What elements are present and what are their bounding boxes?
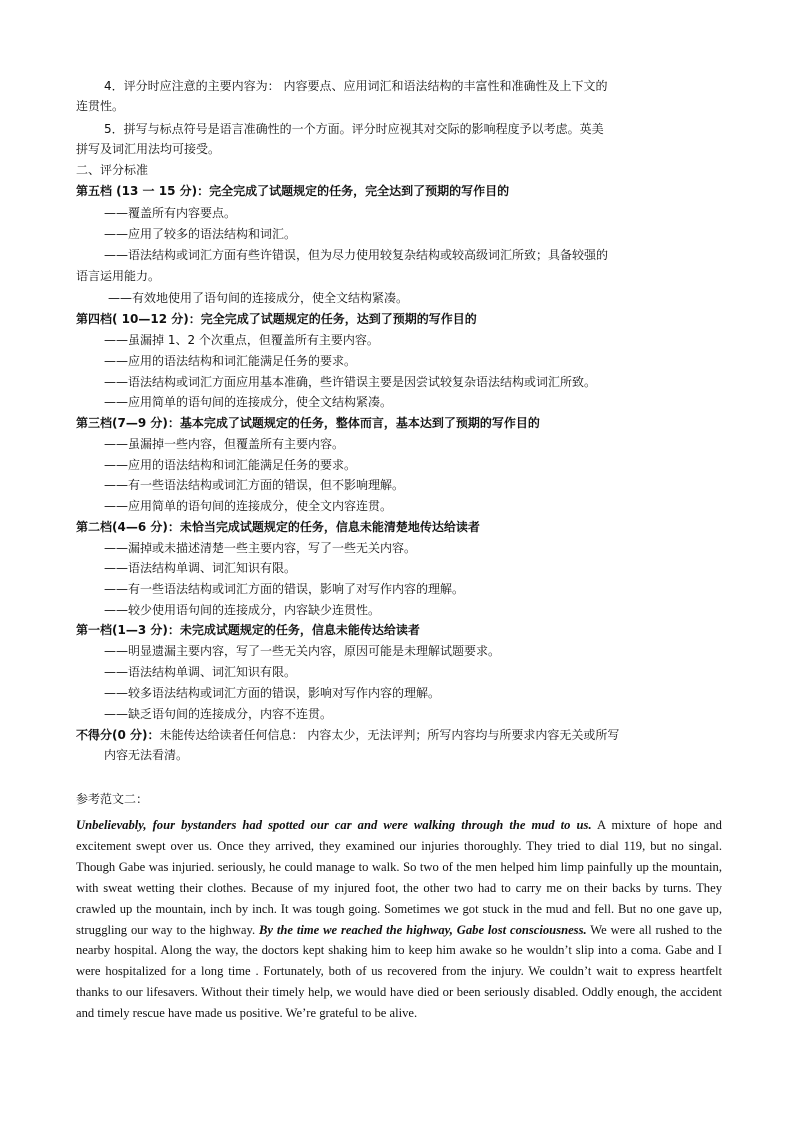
- zero-score-line2: 内容无法看清。: [104, 748, 189, 762]
- grade-5-item: ——覆盖所有内容要点。: [104, 206, 237, 220]
- grade-1-item: ——明显遗漏主要内容，写了一些无关内容，原因可能是未理解试题要求。: [104, 644, 501, 658]
- rule-4-line1: 4．评分时应注意的主要内容为： 内容要点、应用词汇和语法结构的丰富性和准确性及上下文的: [104, 79, 608, 93]
- grade-4-item: ——语法结构或词汇方面应用基本准确，些许错误主要是因尝试较复杂语法结构或词汇所致。: [104, 375, 597, 389]
- grade-5-item: ——语法结构或词汇方面有些许错误，但为尽力使用较复杂结构或较高级词汇所致；具备较强的: [104, 248, 609, 262]
- grade-3-item: ——虽漏掉一些内容，但覆盖所有主要内容。: [104, 437, 345, 451]
- essay-lead-sentence: Unbelievably, four bystanders had spotted our car and were walking through the mud to us.: [76, 818, 592, 832]
- zero-score-heading: 不得分(0 分)：: [76, 728, 160, 742]
- grade-3-item: ——应用简单的语句间的连接成分，使全文内容连贯。: [104, 499, 393, 513]
- grade-5-item: ——有效地使用了语句间的连接成分，使全文结构紧凑。: [108, 291, 409, 305]
- grade-4-item: ——应用的语法结构和词汇能满足任务的要求。: [104, 354, 357, 368]
- grade-5-item-cont: 语言运用能力。: [76, 269, 161, 283]
- grade-1-item: ——缺乏语句间的连接成分，内容不连贯。: [104, 707, 333, 721]
- essay-body-1: A mixture of hope and excitement swept over us. Once they arrived, they examined our injuries thoroughly. They tried to dial 119, but no singal. Though Gabe was injuried. seriously, he could manage to walk. So two of the men helped him limp painfully up the mountain, with sweat wetting their clothes. Because of my injured foot, the other two had to carry me on their backs by turns. They crawled up the mountain, inch by inch. It was tough going. Sometimes we got stuck in the mud and fell. But no one gave up, struggling our way to the highway.: [76, 818, 722, 937]
- grade-4-heading: 第四档( 10—12 分)：完全完成了试题规定的任务，达到了预期的写作目的: [76, 312, 477, 326]
- grade-3-heading: 第三档(7—9 分)：基本完成了试题规定的任务，整体而言，基本达到了预期的写作目的: [76, 416, 540, 430]
- zero-score-line1: [76, 727, 619, 743]
- rule-5-line1: 5．拼写与标点符号是语言准确性的一个方面。评分时应视其对交际的影响程度予以考虑。英美: [104, 122, 604, 136]
- rule-5-line2: 拼写及词汇用法均可接受。: [76, 142, 221, 156]
- sample-essay: [76, 815, 722, 1024]
- grade-2-item: ——漏掉或未描述清楚一些主要内容，写了一些无关内容。: [104, 541, 417, 555]
- grade-5-item: ——应用了较多的语法结构和词汇。: [104, 227, 297, 241]
- section-title: 二、评分标准: [76, 163, 149, 177]
- essay-body-2: We were all rushed to the nearby hospital. Along the way, the doctors kept shaking him to keep him awake so he wouldn’t slip into a coma. Gabe and I were hospitalized for a long time . Fortunately, both of us recovered from the injury. We couldn’t wait to express heartfelt thanks to our lifesavers. Without their timely help, we would have died or been seriously disabled. Oddly enough, the accident and timely rescue have made us positive. We’re grateful to be alive.: [76, 922, 722, 1021]
- grade-4-item: ——应用简单的语句间的连接成分，使全文结构紧凑。: [104, 395, 393, 409]
- grade-5-heading: 第五档 (13 一 15 分)：完全完成了试题规定的任务，完全达到了预期的写作目的: [76, 184, 510, 198]
- grade-1-item: ——语法结构单调、词汇知识有限。: [104, 665, 297, 679]
- rule-4-line2: 连贯性。: [76, 99, 125, 113]
- grade-2-item: ——较少使用语句间的连接成分，内容缺少连贯性。: [104, 603, 381, 617]
- grade-3-item: ——应用的语法结构和词汇能满足任务的要求。: [104, 458, 357, 472]
- grade-4-item: ——虽漏掉 1、2 个次重点，但覆盖所有主要内容。: [104, 333, 379, 347]
- grade-2-item: ——有一些语法结构或词汇方面的错误，影响了对写作内容的理解。: [104, 582, 465, 596]
- grade-1-item: ——较多语法结构或词汇方面的错误，影响对写作内容的理解。: [104, 686, 441, 700]
- grade-3-item: ——有一些语法结构或词汇方面的错误，但不影响理解。: [104, 478, 405, 492]
- sample-essay-label: 参考范文二：: [76, 792, 149, 806]
- grade-2-item: ——语法结构单调、词汇知识有限。: [104, 561, 297, 575]
- zero-score-text: 未能传达给读者任何信息： 内容太少，无法评判；所写内容均与所要求内容无关或所写: [159, 728, 620, 742]
- grade-1-heading: 第一档(1—3 分)：未完成试题规定的任务，信息未能传达给读者: [76, 623, 420, 637]
- grade-2-heading: 第二档(4—6 分)：未恰当完成试题规定的任务，信息未能清楚地传达给读者: [76, 520, 480, 534]
- essay-second-lead-sentence: By the time we reached the highway, Gabe lost consciousness.: [259, 922, 587, 937]
